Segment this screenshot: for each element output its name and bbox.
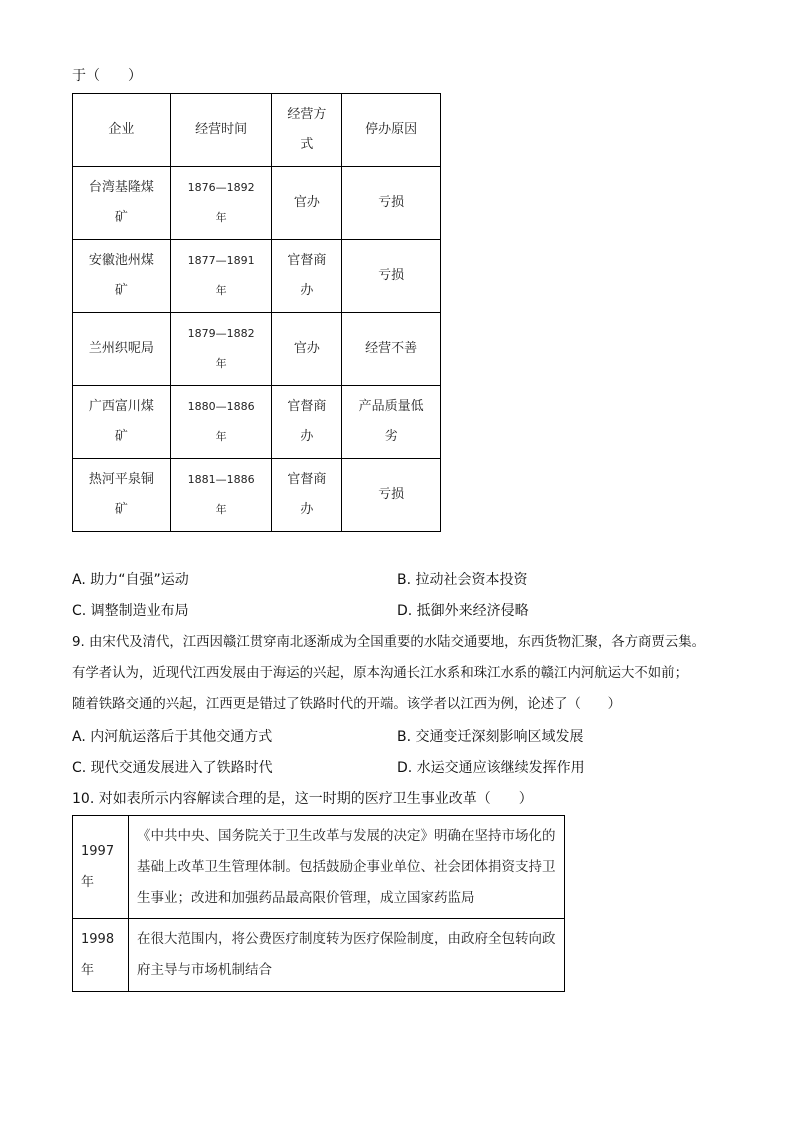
q9-option-a: A. 内河航运落后于其他交通方式	[72, 729, 273, 745]
cell-company: 广西富川煤矿	[73, 386, 171, 459]
q9-option-b: B. 交通变迁深刻影响区域发展	[397, 729, 584, 745]
header-reason: 停办原因	[342, 94, 441, 167]
q8-option-b: B. 拉动社会资本投资	[397, 572, 528, 588]
cell-time: 1876—1892年	[170, 167, 272, 240]
table-row	[73, 816, 565, 919]
cell-company: 安徽池州煤矿	[73, 240, 171, 313]
cell-reason: 亏损	[342, 459, 441, 532]
q8-option-a: A. 助力“自强”运动	[72, 572, 189, 588]
cell-company: 热河平泉铜矿	[73, 459, 171, 532]
table-row	[73, 386, 441, 459]
cell-mode: 官督商办	[272, 459, 342, 532]
reform-table	[72, 815, 565, 992]
cell-time: 1881—1886年	[170, 459, 272, 532]
q8-option-c: C. 调整制造业布局	[72, 603, 189, 619]
cell-mode: 官办	[272, 167, 342, 240]
cell-content: 《中共中央、国务院关于卫生改革与发展的决定》明确在坚持市场化的基础上改革卫生管理体制。包括鼓励企事业单位、社会团体捐资支持卫生事业；改进和加强药品最高限价管理，成立国家药监局	[128, 816, 564, 919]
header-company: 企业	[73, 94, 171, 167]
table-row	[73, 240, 441, 313]
cell-time: 1879—1882年	[170, 313, 272, 386]
q8-option-d: D. 抵御外来经济侵略	[397, 603, 529, 619]
header-time: 经营时间	[170, 94, 272, 167]
cell-time: 1880—1886年	[170, 386, 272, 459]
cell-reason: 产品质量低劣	[342, 386, 441, 459]
cell-reason: 亏损	[342, 240, 441, 313]
cell-time: 1877—1891年	[170, 240, 272, 313]
enterprise-table	[72, 93, 441, 532]
cell-content: 在很大范围内，将公费医疗制度转为医疗保险制度，由政府全包转向政府主导与市场机制结合	[128, 919, 564, 992]
table-row	[73, 919, 565, 992]
cell-reason: 亏损	[342, 167, 441, 240]
q9-stem-line1: 9. 由宋代及清代，江西因赣江贯穿南北逐渐成为全国重要的水陆交通要地，东西货物汇聚，各方商贾云集。	[72, 635, 705, 650]
cell-company: 台湾基隆煤矿	[73, 167, 171, 240]
cell-year: 1997年	[73, 816, 129, 919]
table-row	[73, 459, 441, 532]
q8-stem-tail: 于（ ）	[72, 68, 142, 84]
header-mode: 经营方式	[272, 94, 342, 167]
cell-company: 兰州织呢局	[73, 313, 171, 386]
q9-option-c: C. 现代交通发展进入了铁路时代	[72, 760, 273, 776]
cell-year: 1998年	[73, 919, 129, 992]
cell-mode: 官督商办	[272, 386, 342, 459]
table-row	[73, 167, 441, 240]
cell-mode: 官办	[272, 313, 342, 386]
cell-mode: 官督商办	[272, 240, 342, 313]
table-row	[73, 313, 441, 386]
q9-stem-line2: 有学者认为，近现代江西发展由于海运的兴起，原本沟通长江水系和珠江水系的赣江内河航运大不如前；	[72, 666, 688, 681]
q10-stem: 10. 对如表所示内容解读合理的是，这一时期的医疗卫生事业改革（ ）	[72, 791, 533, 807]
q9-option-d: D. 水运交通应该继续发挥作用	[397, 760, 585, 776]
q9-stem-line3: 随着铁路交通的兴起，江西更是错过了铁路时代的开端。该学者以江西为例，论述了（ ）	[72, 697, 622, 712]
table-header-row	[73, 94, 441, 167]
cell-reason: 经营不善	[342, 313, 441, 386]
